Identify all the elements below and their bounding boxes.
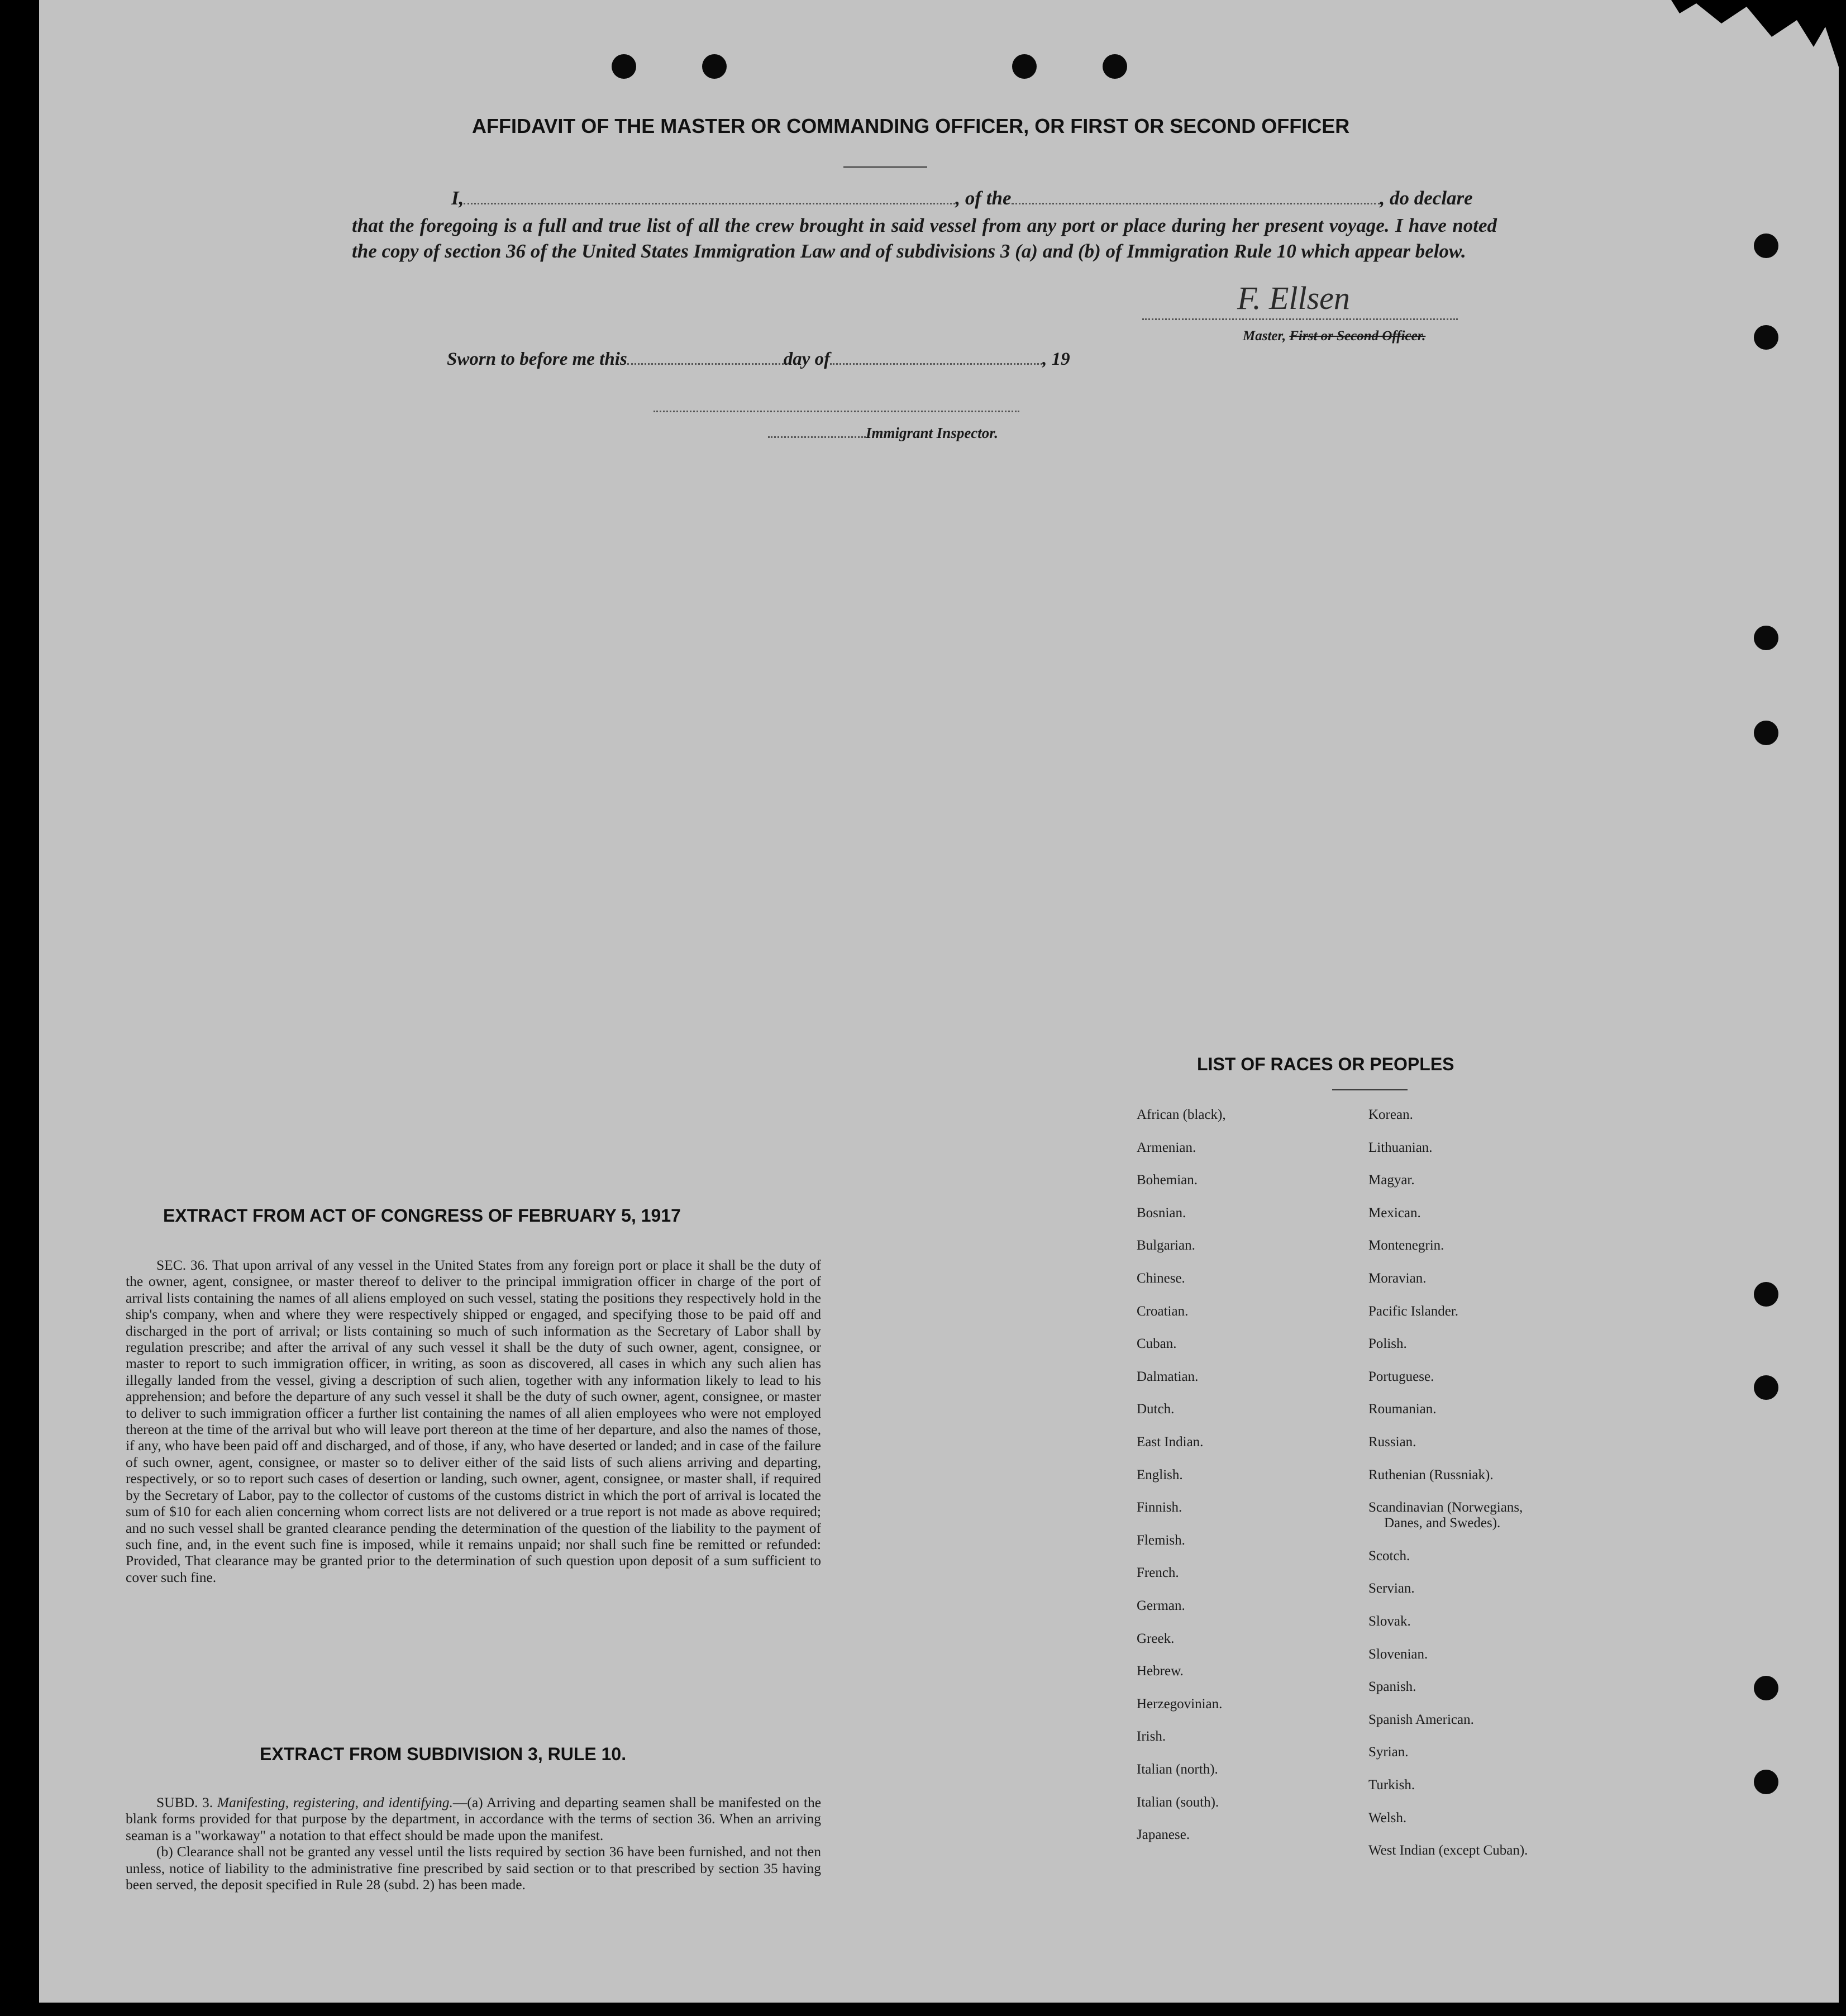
document-page (39, 0, 1839, 2003)
race-item: Chinese. (1137, 1271, 1185, 1286)
race-item: Bohemian. (1137, 1173, 1198, 1188)
race-item: Croatian. (1137, 1303, 1189, 1319)
punch-hole (1103, 54, 1127, 79)
vessel-name-field[interactable] (1012, 203, 1380, 204)
race-item: Italian (north). (1137, 1762, 1218, 1777)
punch-hole (612, 54, 636, 79)
punch-hole (1754, 721, 1778, 745)
race-item: Scandinavian (Norwegians, (1368, 1500, 1523, 1515)
race-item: Finnish. (1137, 1500, 1182, 1515)
punch-hole (1754, 233, 1778, 258)
officer-struck-label: First or Second Officer. (1289, 328, 1426, 344)
declarant-prefix: I, (451, 187, 464, 209)
race-item: Italian (south). (1137, 1794, 1219, 1810)
race-item: Cuban. (1137, 1336, 1177, 1352)
punch-hole (1754, 1676, 1778, 1700)
race-item: Korean. (1368, 1107, 1413, 1122)
race-item: Hebrew. (1137, 1664, 1184, 1679)
races-title: LIST OF RACES OR PEOPLES (1197, 1054, 1454, 1074)
sworn-month-field[interactable] (830, 363, 1042, 365)
race-item: French. (1137, 1565, 1179, 1581)
race-item: Polish. (1368, 1336, 1407, 1352)
race-item: Roumanian. (1368, 1402, 1437, 1417)
sworn-day-of: day of (783, 349, 831, 369)
race-item: Russian. (1368, 1434, 1416, 1450)
punch-hole (1754, 1282, 1778, 1307)
race-item: Pacific Islander. (1368, 1303, 1459, 1319)
race-item: Armenian. (1137, 1140, 1196, 1155)
punch-hole (1754, 1375, 1778, 1400)
vessel-prefix: , of the (955, 187, 1012, 209)
punch-hole (1012, 54, 1037, 79)
sworn-day-field[interactable] (627, 363, 784, 365)
inspector-signature-field[interactable] (654, 411, 1019, 412)
race-item: African (black), (1137, 1107, 1226, 1122)
race-item: Welsh. (1368, 1810, 1407, 1826)
race-item: German. (1137, 1598, 1185, 1613)
race-item: Japanese. (1137, 1827, 1190, 1843)
subd-heading: Manifesting, registering, and identifying. (217, 1794, 453, 1810)
race-item: Slovak. (1368, 1614, 1411, 1629)
race-item: Syrian. (1368, 1745, 1409, 1760)
declaration-line (451, 187, 1473, 209)
race-item: Turkish. (1368, 1777, 1415, 1793)
extract-act-text: SEC. 36. That upon arrival of any vessel in the United States from any foreign port or place it shall be the duty of the owner, agent, consignee, or master thereof to deliver to the principal immigration officer in charge of the port of arrival lists containing the names of all aliens employed on such vessel, stating the positions they respectively hold in the ship's company, when and where they were respectively shipped or engaged, and specifying those to be paid off and discharged in the port of arrival; or lists containing so much of such information as the Secretary of Labor shall by regulation prescribe; and after the arrival of any such vessel it shall be the duty of such owner, agent, consignee, or master to report to such immigration officer, in writing, as soon as discovered, all cases in which any such alien has illegally landed from the vessel, giving a description of such alien, together with any information likely to lead to his apprehension; and before the departure of any such vessel it shall be the duty of such owner, agent, consignee, or master to deliver to such immigration officer a further list containing the names of all alien employees who were not employed thereon at the time of the arrival but who will leave port thereon at the time of her departure, and also the names of those, if any, who have been paid off and discharged, and of those, if any, who have deserted or landed; and in case of the failure of such owner, agent, consignee, or master so to deliver either of the said lists of such aliens arriving and departing, respectively, or so to report such cases of desertion or landing, such owner, agent, consignee, or master shall, if required by the Secretary of Labor, pay to the collector of customs of the customs district in which the port of arrival is located the sum of $10 for each alien concerning whom correct lists are not delivered or a true report is not made as above required; and no such vessel shall be granted clearance pending the determination of the question of the liability to the payment of such fine, and, in the event such fine is imposed, while it remains unpaid; nor shall such fine be remitted or refunded: Provided, That clearance may be granted prior to the determination of such question upon deposit of a sum sufficient to cover such fine. (126, 1257, 821, 1585)
signatory-role (1243, 328, 1425, 344)
race-item: Herzegovinian. (1137, 1696, 1223, 1712)
master-label: Master, (1243, 328, 1286, 344)
race-item: West Indian (except Cuban). (1368, 1843, 1528, 1858)
punch-hole (1754, 1770, 1778, 1794)
race-item: Greek. (1137, 1631, 1175, 1646)
race-item: Dalmatian. (1137, 1369, 1199, 1384)
race-item: Danes, and Swedes). (1384, 1515, 1501, 1531)
race-item: Flemish. (1137, 1532, 1185, 1548)
extract-act-title: EXTRACT FROM ACT OF CONGRESS OF FEBRUARY 5, 1917 (163, 1205, 681, 1226)
race-item: Scotch. (1368, 1548, 1410, 1564)
inspector-label: Immigrant Inspector. (866, 425, 999, 441)
race-item: Spanish American. (1368, 1712, 1474, 1727)
extract-rule-title: EXTRACT FROM SUBDIVISION 3, RULE 10. (260, 1744, 627, 1764)
sworn-year: , 19 (1042, 349, 1070, 369)
race-item: English. (1137, 1467, 1183, 1483)
subd-paragraph-a (126, 1794, 821, 1843)
punch-hole (702, 54, 727, 79)
sworn-prefix: Sworn to before me this (447, 349, 627, 369)
signature-line (1142, 318, 1458, 320)
race-item: Moravian. (1368, 1271, 1427, 1286)
race-item: Servian. (1368, 1581, 1415, 1596)
affidavit-body: that the foregoing is a full and true list of all the crew brought in said vessel from any port or place during her present voyage. I have noted the copy of section 36 of the United States Immigration Law and of subdivisions 3 (a) and (b) of Immigration Rule 10 which appear below. (352, 215, 1497, 262)
punch-hole (1754, 325, 1778, 350)
race-item: Magyar. (1368, 1173, 1415, 1188)
sworn-line (447, 349, 1070, 370)
master-signature: F. Ellsen (1237, 280, 1350, 316)
declarant-name-field[interactable] (464, 203, 955, 204)
subd-lead: SUBD. 3. (156, 1794, 213, 1810)
inspector-line (768, 425, 998, 442)
race-item: Bulgarian. (1137, 1238, 1195, 1254)
race-item: Slovenian. (1368, 1646, 1428, 1662)
declare-suffix: , do declare (1380, 187, 1473, 209)
race-item: Montenegrin. (1368, 1238, 1444, 1254)
race-item: Ruthenian (Russniak). (1368, 1467, 1494, 1483)
divider (1332, 1089, 1408, 1090)
race-item: Lithuanian. (1368, 1140, 1433, 1155)
race-item: Mexican. (1368, 1205, 1421, 1221)
race-item: Portuguese. (1368, 1369, 1434, 1384)
race-item: Dutch. (1137, 1402, 1175, 1417)
punch-hole (1754, 626, 1778, 650)
inspector-dots (768, 436, 866, 438)
torn-corner (1671, 0, 1839, 67)
race-item: Spanish. (1368, 1679, 1416, 1695)
race-item: Irish. (1137, 1729, 1166, 1745)
race-item: Bosnian. (1137, 1205, 1186, 1221)
race-item: East Indian. (1137, 1434, 1204, 1450)
affidavit-title: AFFIDAVIT OF THE MASTER OR COMMANDING OFFICER, OR FIRST OR SECOND OFFICER (472, 115, 1350, 137)
extract-rule-text (126, 1794, 821, 1893)
subd-paragraph-b: (b) Clearance shall not be granted any vessel until the lists required by section 36 have been furnished, and not then unless, notice of liability to the administrative fine prescribed by said section or to that prescribed by section 35 having been served, the deposit specified in Rule 28 (subd. 2) has been made. (126, 1843, 821, 1893)
divider (843, 166, 927, 168)
subd-a-text: —(a) Arriving and departing seamen shall be manifested on the blank forms provided for that purpose by the department, in accordance with the terms of section 36. When an arriving seaman is a "workaway" a notation to that effect should be made upon the manifest. (126, 1794, 822, 1843)
